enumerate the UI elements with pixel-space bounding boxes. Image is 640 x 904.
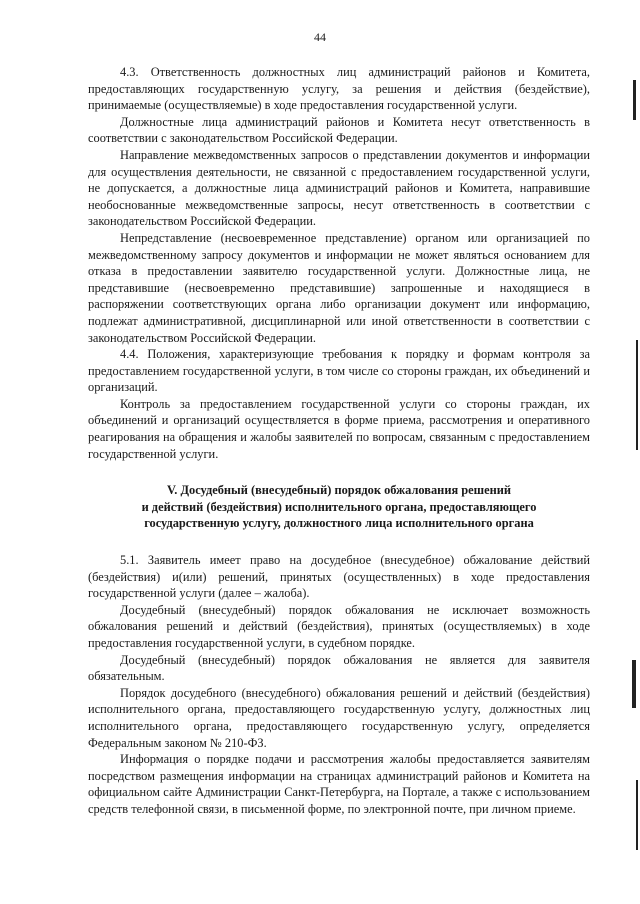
paragraph-4-4: 4.4. Положения, характеризующие требования к порядку и формам контроля за предоставлением государственной услуги, в том числе со стороны граждан, их объединений и организаций.: [88, 347, 590, 395]
document-body: [88, 64, 590, 818]
paragraph-5-1: 5.1. Заявитель имеет право на досудебное (внесудебное) обжалование действий (бездействия) и(или) решений, принятых (осуществленных) в ходе предоставления государственной услуги (далее – жалоба).: [88, 553, 590, 601]
paragraph-procedure-law: Порядок досудебного (внесудебного) обжалования решений и действий (бездействия) исполнительного органа, предоставляющего государственную услугу, должностных лиц исполнительного органа, предоставляющего государственную услугу, определяется Федеральным законом № 210-ФЗ.: [88, 685, 590, 750]
scan-edge-mark: [633, 80, 636, 120]
section-title-line-1: V. Досудебный (внесудебный) порядок обжалования решений: [166, 483, 512, 498]
scan-edge-mark: [636, 340, 638, 450]
paragraph-4-3: 4.3. Ответственность должностных лиц администраций районов и Комитета, предоставляющих государственную услугу, за решения и действия (бездействие), принимаемые (осуществляемые) в ходе предоставления государственной услуги.: [88, 65, 590, 113]
paragraph-court-appeal: Досудебный (внесудебный) порядок обжалования не исключает возможность обжалования решений и действий (бездействия), принятых (осуществляемых) в ходе предоставления государственной услуги, в судебном порядке.: [88, 602, 590, 650]
paragraph-information: Информация о порядке подачи и рассмотрения жалобы предоставляется заявителям посредством размещения информации на страницах администраций районов и Комитета на официальном сайте Администрации Санкт-Петербурга, на Портале, а также с использованием средств телефонной связи, в письменной форме, по электронной почте, при личном приеме.: [88, 752, 590, 816]
section-title-line-2: и действий (бездействия) исполнительного органа, предоставляющего: [141, 499, 537, 514]
section-v-title: [88, 482, 590, 532]
paragraph-interagency-requests: Направление межведомственных запросов о представлении документов и информации для осуществления деятельности, не связанной с предоставлением государственной услуги, не допускается, а должностные лица администраций районов и Комитета, направившие необоснованные межведомственные запросы, несут ответственность в соответствии с законодательством Российской Федерации.: [88, 147, 590, 229]
section-title-line-3: государственную услугу, должностного лица исполнительного органа: [144, 516, 534, 531]
paragraph-not-mandatory: Досудебный (внесудебный) порядок обжалования не является для заявителя обязательным.: [88, 652, 590, 684]
page-number: 44: [314, 30, 326, 44]
scan-edge-mark: [632, 660, 636, 708]
scan-edge-mark: [636, 780, 638, 850]
paragraph-responsibility: Должностные лица администраций районов и Комитета несут ответственность в соответствии с законодательством Российской Федерации.: [88, 114, 590, 146]
paragraph-control: Контроль за предоставлением государственной услуги со стороны граждан, их объединений и организаций осуществляется в форме приема, рассмотрения и оперативного реагирования на обращения и жалобы заявителей по вопросам, связанным с предоставлением государственной услуги.: [88, 396, 590, 461]
paragraph-non-submission: Непредставление (несвоевременное представление) органом или организацией по межведомственному запросу документов и информации не может являться основанием для отказа в предоставлении заявителю государственной услуги. Должностные лица, не представившие (несвоевременно представившие) запрошенные и находящиеся в распоряжении соответствующих органа либо организации документ или информацию, подлежат административной, дисциплинарной или иной ответственности в соответствии с законодательством Российской Федерации.: [88, 230, 590, 345]
